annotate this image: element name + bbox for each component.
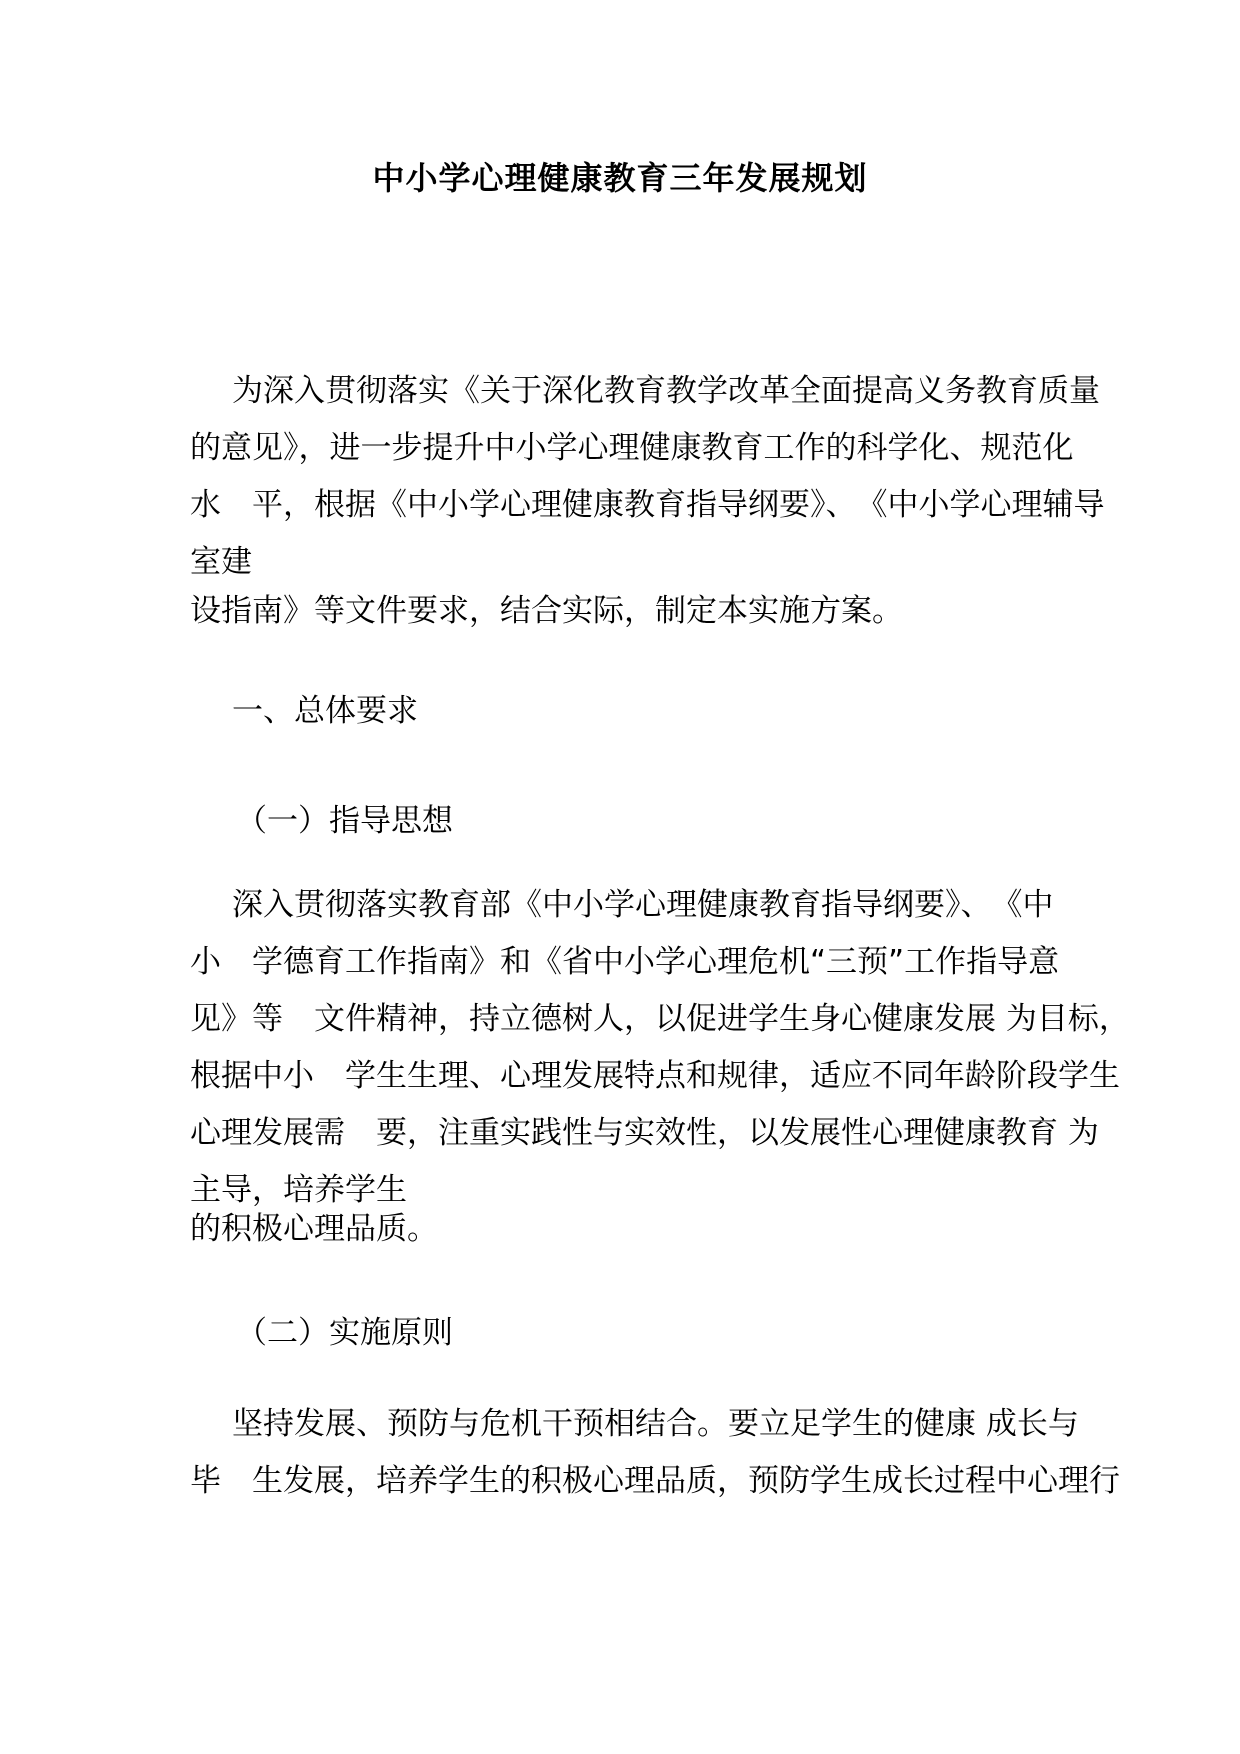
guiding-paragraph	[190, 877, 1130, 1219]
section-heading-overall-requirements: 一、总体要求	[232, 693, 418, 729]
guiding-line-2: 小 学德育工作指南》和《省中小学心理危机“三预”工作指导意	[190, 944, 1060, 980]
intro-line-1: 为深入贯彻落实《关于深化教育教学改革全面提高义务教育质量	[232, 373, 1100, 409]
principle-paragraph	[190, 1396, 1120, 1510]
principle-line-2: 毕 生发展，培养学生的积极心理品质，预防学生成长过程中心理行	[190, 1463, 1120, 1499]
intro-line-3: 水 平，根据《中小学心理健康教育指导纲要》、 《中小学心理辅导	[190, 487, 1105, 523]
intro-tail: 设指南》等文件要求，结合实际，制定本实施方案。	[190, 593, 903, 629]
subsection-heading-guiding-thought: （一）指导思想	[236, 803, 453, 839]
guiding-line-4: 根据中小 学生生理、心理发展特点和规律，适应不同年龄阶段学生	[190, 1058, 1120, 1094]
guiding-line-3: 见》等 文件精神，持立德树人，以促进学生身心健康发展 为目标，	[190, 1001, 1130, 1037]
intro-paragraph	[190, 363, 1105, 591]
intro-line-2: 的意见》，进一步提升中小学心理健康教育工作的科学化、规范化	[190, 430, 1074, 466]
guiding-line-6: 主导，培养学生	[190, 1172, 407, 1208]
intro-tail-paragraph	[190, 583, 1050, 640]
document-title: 中小学心理健康教育三年发展规划	[372, 159, 868, 197]
subsection-heading-implementation-principles: （二）实施原则	[236, 1315, 453, 1351]
intro-line-4: 室建	[190, 544, 252, 580]
guiding-line-5: 心理发展需 要，注重实践性与实效性，以发展性心理健康教育 为	[190, 1115, 1099, 1151]
principle-line-1: 坚持发展、预防与危机干预相结合。要立足学生的健康 成长与	[232, 1406, 1079, 1442]
guiding-tail: 的积极心理品质。	[190, 1211, 438, 1247]
guiding-line-1: 深入贯彻落实教育部《中小学心理健康教育指导纲要》、 《中	[232, 887, 1054, 923]
guiding-tail-paragraph	[190, 1201, 1050, 1258]
